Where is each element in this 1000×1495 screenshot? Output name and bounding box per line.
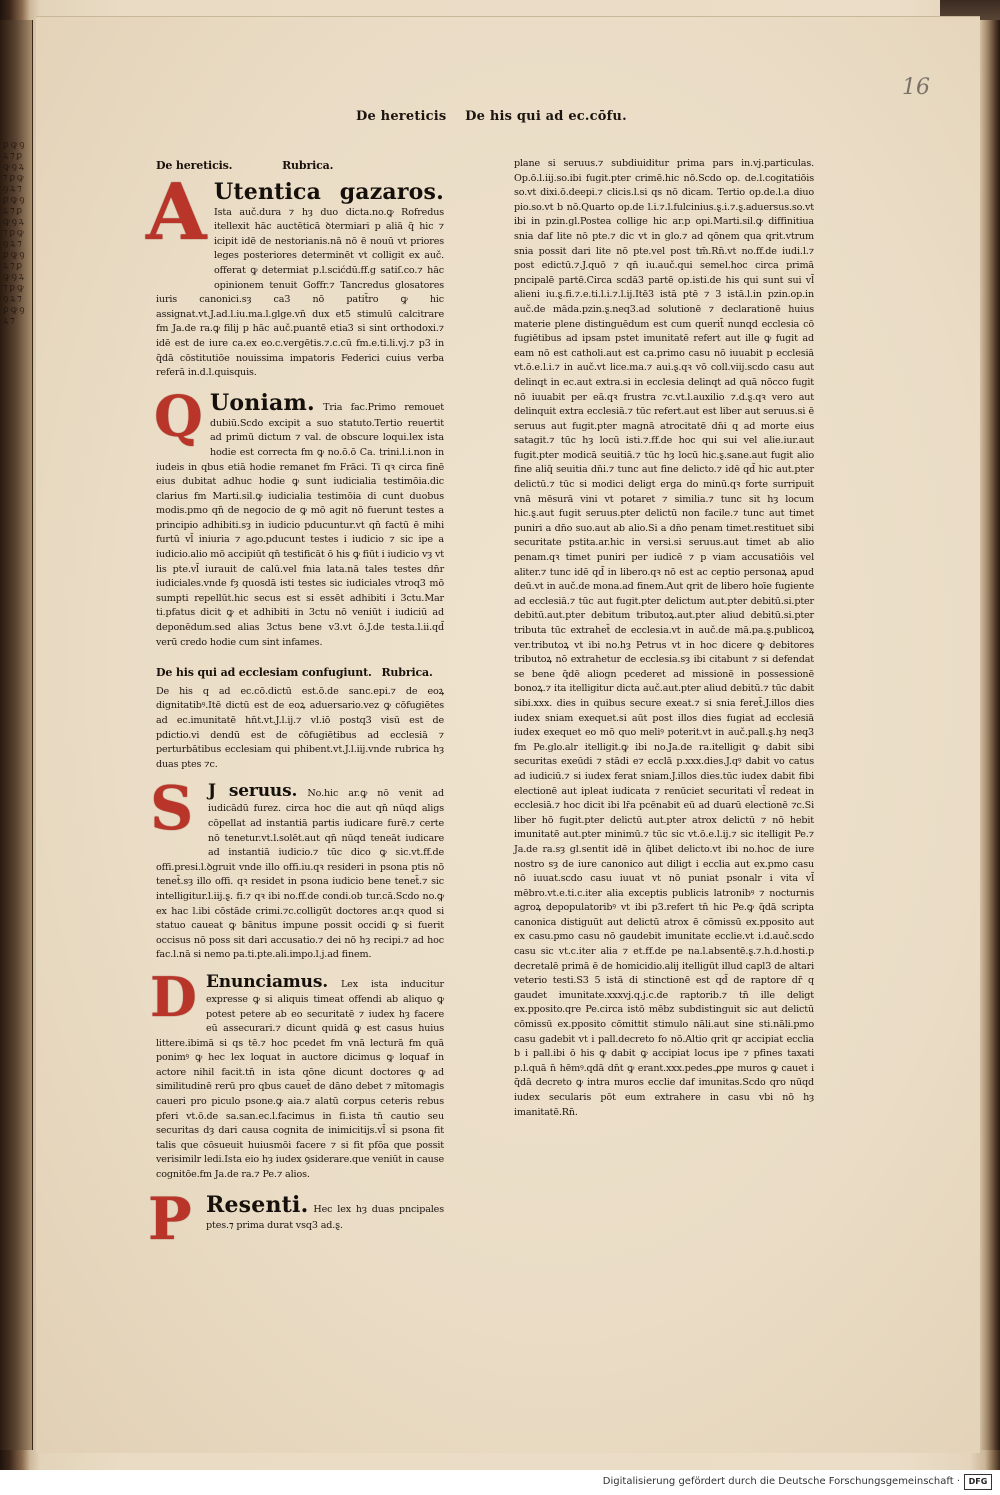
section-denunciamus [150, 964, 444, 1183]
manuscript-page [36, 16, 980, 1453]
section-heading: Enunciamus. [206, 971, 329, 992]
red-initial-a: A [146, 166, 207, 258]
right-page-edge [980, 20, 1000, 1450]
section-text: No.hic ar.ꝙ nō venit ad iudicādū furez. circa hoc die aut qn̄ nūqd aligs cōpellat ad instantiā partis iudicare furē.⁊ certe nō tenetur.vt.l.solēt.aut qn̄ nūqd teneāt iudicare ad instantiā iudicio.⁊ tūc dico ꝙ sic.vt.ff.de offi.presi.l.ꝺgruit vnde illo offi.iu.qꝛ resideri in psona ptis nō tenet̄.sȝ illo offi. qꝛ residet in psona iudicio bene tenet̄.⁊ sic intelligitur.l.iij.ȿ. fi.⁊ qꝛ ibi no.ff.de condi.ob tur.cā.Scdo no.ꝙ ex hac l.ibi cōstāde crimi.⁊c.colligūt doctores ar.qꝛ quod si statuo caueat ꝙ bānitus impune possit occidi ꝙ si fuerit occisus nō poss sit dari accusatio.⁊ dei nō hȝ recipi.⁊ ad hoc fac.l.nā si nemo pa.ti.pte.ali.impo.l.j.ad finem. [156, 788, 444, 961]
red-initial-p: P [148, 1184, 192, 1253]
section-heading: Utentica gazaros. [214, 178, 444, 205]
red-initial-s: S [150, 774, 194, 845]
section-heading: Resenti. [206, 1191, 309, 1218]
section-text: Hec lex hȝ duas pncipales ptes.⁊ prima durat vsq3 ad.ȿ. [206, 1203, 444, 1231]
section-text: Lex ista inducitur expresse ꝙ si aliquis timeat offendi ab aliquo ꝙ potest petere ab eo securitatē ⁊ iudex hȝ facere eū assecurari.⁊ dicunt quidā ꝙ est casus huius littere.ibimā si qs tē.⁊ hoc pcedet fm vnā lecturā fm quā ponimꝰ ꝙ hec lex loquat in auctore dicimus ꝙ loquaf in actore nihil facit.tn̄ in ista qōne dicunt doctores ꝙ ad similitudinē rerū pro qbus cauet̄ de dāno debet ⁊ mītomagis caueri pro piculo psone.ꝙ aia.⁊ alatū corpus ceteris rebus pferi vt.ō.de sa.san.ec.l.facimus in fi.ista tn̄ cautio seu securitas dȝ dari causa cognita de inimicitijs.vl̄ si psona fit talis que cōsueuit huiusmōi facere ⁊ si fit pfōa que possit verisimilr ledi.Ista eio hȝ iudex ꝯsiderare.que veniūt in cause cognitōe.fm Ja.de ra.⁊ Pe.⁊ alios. [156, 978, 444, 1181]
running-head-left: De hereticis [356, 109, 447, 124]
section-quoniam [154, 383, 444, 651]
rubric-title: De his qui ad ecclesiam confugiunt. [156, 666, 372, 680]
section-presenti [148, 1184, 444, 1253]
red-initial-d: D [150, 964, 197, 1029]
section-text: Tria fac.Primo remouet dubiū.Scdo excipit a suo statuto.Tertio reuertit ad primū dictum ⁊ val. de obscure loqui.lex ista hodie est correcta fm ꝙ no.ō.ō Ca. trini.l.i.non in iudeis in qbus etiā hodie remanet fm Frāci. Ti qꝛ circa finē eius dubitat adhuc hodie ꝙ sunt iudicialia testimōia.dic clarius fm Marti.sil.ꝙ iudicialia testimōia di cunt duobus modis.pmo qn̄ de negocio de ꝙ mō agit nō fuerunt testes a principio adhibiti.sȝ in iudicio pducuntur.vt qn̄ factū ē mihi furtū vl̄ iniuria ⁊ ago.pducunt testes i iudicio ⁊ sic ipe a iudicio.alio mō accipiūt qn̄ testificāt ō his ꝙ fiūt i iudicio vȝ vt lis pte.vl̄ iurauit de calū.vel fnia lata.nā tales testes dn̄r iudiciales.vnde fȝ quosdā isti testes sic iudiciales vtroq3 mō sumpti repellūt.hic secus est si essēt adhibiti i 3ctu.Mar ti.pfatus dicit ꝙ et adhibiti in 3ctu nō veniūt i iudiciū ad deponēdum.sed alias 3ctus bene v3.vt ō.J.de testa.l.ii.qd̄ verū credo hodie cum sint infames. [156, 401, 444, 648]
left-column [146, 157, 444, 1253]
section-authentica [146, 166, 444, 381]
running-head [356, 109, 641, 124]
right-column [514, 157, 814, 1120]
dfg-logo-icon: DFG [964, 1474, 992, 1490]
footer-credit: Digitalisierung gefördert durch die Deutsche Forschungsgemeinschaft · [602, 1476, 960, 1487]
red-initial-q: Q [154, 383, 203, 450]
section-text: Ista auč.dura ⁊ hȝ duo dicta.no.ꝙ Rofredus itellexit hāc auctēticā ꝺtermiari p aliā q̄ hic ⁊ icipit idē de nestorianis.nā nō ē nouū vt priores leges posteriores determinēt vt colligit ex auč. offerat ꝙ determiat p.l.scićdū.ff.g satiſ.co.⁊ hāc opinionem tenuit Goffr.⁊ Tancredus glosatores iuris canonici.sȝ ca3 nō patit̄ro ꝙ hic assignat.vt.J.ad.l.iu.ma.l.glge.vn̄ dux et5 stimulū calcitrare fm Ja.de ra.ꝙ filij p hāc auč.puantē etia3 si sint orthodoxi.⁊ idē est de iure ca.ex eo.c.vergētis.⁊.c.cū fm.e.ti.li.vj.⁊ p3 in q̄dā cōstitutiōe nouissima impatoris Federici cuius verba referā in.d.l.quisquis. [156, 206, 444, 379]
section-si-seruus [150, 774, 444, 963]
running-head-right: De his qui ad ec.cōfu. [465, 109, 627, 124]
section-heading: Uoniam. [210, 389, 315, 416]
section-heading: J seruus. [208, 781, 298, 802]
rubric-heading-2 [156, 666, 444, 681]
folio-number: 16 [902, 75, 930, 100]
section-intro: De his q ad ec.cō.dictū est.ō.de sanc.epi.⁊ de eoꝝ dignitatibꝰ.Itē dictū est de eoꝝ aduersario.vez ꝙ cōfugiētes ad ec.imunitatē hn̄t.vt.J.l.ij.⁊ vl.iō postq3 visū est de pdictio.vi dendū est de cōfugiētibus ad ecclesiā ⁊ perturbātibus ecclesiam qui phibent.vt.J.l.iij.vnde rubrica hȝ duas ptes ⁊c. [156, 685, 444, 770]
rubric-tag: Rubrica. [282, 159, 334, 172]
rubric-tag: Rubrica. [381, 666, 433, 680]
rubric-title: De hereticis. [156, 159, 233, 172]
left-page-glyphs: ꝑ ꝙ ꝯ ꝝ ⁊ ꝑ ꝙ ꝯ ꝝ ⁊ ꝑ ꝙ ꝯ ꝝ ⁊ ꝑ ꝙ ꝯ ꝝ ⁊ ꝑ ꝙ ꝯ ꝝ ⁊ ꝑ ꝙ ꝯ ꝝ ⁊ ꝑ ꝙ ꝯ ꝝ ⁊ ꝑ ꝙ ꝯ ꝝ ⁊ ꝑ ꝙ ꝯ ꝝ ⁊ ꝑ ꝙ ꝯ ꝝ ⁊ [3, 140, 24, 326]
right-column-text: plane si seruus.⁊ subdiuiditur prima pars in.vj.particulas. Op.ō.l.iij.so.ibi fugit.pter crimē.hic nō.Scdo op. de.l.cogitatiōis so.vt dixi.ō.deepi.⁊ clicis.l.si qs nō dicam. Tertio op.de.l.a diuo pio.so.vt b nō.Quarto op.de l.i.⁊.l.fulcinius.ȿ.i.⁊.ȿ.aduersus.so.vt ibi in pzin.gl.Postea collige hic ar.p opi.Marti.sil.ꝙ diffinitiua snia daf lite nō pte.⁊ dic vt in glo.⁊ ad qōnem qua qrit.vtrum snia possit dari lite nō pte.vel post tm̄.Rn̄.vt no.ff.de iudi.l.⁊ post edictū.⁊.J.quō ⁊ qn̄ iu.auč.qui semel.hoc circa primā pncipalē partē.Circa scdā3 partē op.isti.de his qui sunt sui vl̄ alieni iu.ȿ.fi.⁊.e.ti.l.i.⁊.l.ij.Itē3 istā ptē ⁊ 3 istā.l.in pzin.op.in auč.de māda.pzin.ȿ.neq3.ad solutionē ⁊ declarationē huius materie plene distinguēdum est cum querit̄ nunqd ecclesia cō fugiētibus ad ipsam pstet imunitatē refert aut ille ꝙ fugit ad eam nō est catholi.aut est ca.primo casu nō iuuabit p ecclesiā vt.ō.e.l.i.⁊ in auč.vt lice.ma.⁊ aui.ȿ.qꝛ vō coll.viij.scdo casu aut delinqt in ec.aut extra.si in ecclesia delinqt ad quā nōcco fugit nō iuuabit per eā.qꝛ frustra ⁊c.vt.l.auxilio ⁊.d.ȿ.qꝛ vero aut delinquit extra ecclesiā.⁊ tūc refert.aut est liber aut seruus.si ē seruus aut fugit.pter magnā atrocitatē dn̄i q ad morte eius satagit.⁊ tūc hȝ locū isti.⁊.ff.de hoc qui sui vel alie.iur.aut fugit.pter modicā seuitiā.⁊ tūc hȝ locū hic.ȿ.sane.aut fugit alio fine aliq̄ seuitia dn̄i.⁊ tunc aut fine delicto.⁊ idē qd̄ hic aut.pter delictū.⁊ tūc si modici deligt erga do minū.qꝛ forte surripuit vnā mēsurā vini vt potaret ⁊ similia.⁊ tunc sit hȝ locum hic.ȿ.aut fugit seruus.pter delictū non facile.⁊ tunc aut timet puniri a dn̄o suo.aut ab alio.Si a dn̄o penam timet.restituet sibi securitate pstita.ar.hic in versi.si seruus.aut timet ab alio penam.qꝛ timet puniri per iudicē ⁊ p viam accusatiōis vel aliter.⁊ tunc idē qd̄ in libero.qꝛ nō est ac ceptio personaꝝ apud deū.vt in auč.de mona.ad finem.Aut qrit de libero hoīe fugiente ad ecclesiā.⁊ tūc aut fugit.pter delictum aut.pter debitū.si.pter debitū.aut.pter debitum tributoꝝ.aut.pter aliud debitū.si.pter tributa tūc extrahet̄ de ecclesia.vt in auč.de mā.pa.ȿ.publicoꝝ ver.tributoꝝ vt ibi no.hȝ Petrus vt in hoc dicere ꝙ debitores tributoꝝ nō extrahetur de ecclesia.sȝ ibi citabunt ⁊ si defendat se bene q̄dē aliogn pcederet ad missionē in possessionē bonoꝝ.⁊ ita itelligitur dicta auč.aut.pter aliud debitū.⁊ tūc dabit sibi.xxx. dies in quibus secure exeat.⁊ si snia feret̄.J.illos dies iudex sniam exequet.si aūt post illos dies fugiat ad ecclesiā iudex exequet eo mō quo meliꝰ poterit.vt in auč.pall.ȿ.hȝ neq3 fm Pe.glo.alr itelligit.ꝙ ibi no.Ja.de ra.itelligit ꝙ dabit sibi securitas exeūdi ⁊ stādi e⁊ ecclā p.xxx.dies.J.qꝰ dabit vo catus ad iudiciū.⁊ si iudex ferat sniam.J.illos dies.tūc iudex dabit fibi electionē aut ipleat iudicata ⁊ renūciet securitati vl̄ redeat in ecclesiā.⁊ hoc dicit ibi lr̄a pcēnabit eū ad duarū electionē ⁊c.Si liber hō fugit.pter delictū aut.pter atrox delictū ⁊ nō hebit imunitatē aut.pter minimū.⁊ tūc sic vt.ō.e.l.ij.⁊ sic itelligit Pe.⁊ Ja.de ra.sȝ gl.sentit idē in q̄libet delicto.vt ibi no.hoc de iure nostro sȝ de iure canonico aut diligt i ecclia aut ex.pmo casu nō iuuat.scdo casu iuuat vt nō puniat psonalr i vita vl̄ mēbro.vt.e.ti.c.iter alia exceptis publicis latronibꝰ ⁊ nocturnis agroꝝ depopulatoribꝰ vt ibi p3.refert tn̄ hic Pe.ꝙ q̄dā scripta canonica distiguūt aut delictū atrox ē cōmissū ex.pposito aut ex casu.pmo casu nō gaudebit imunitate ecclie.vt i.d.auč.scdo casu sic vt.c.iter alia ⁊ et.ff.de pe na.l.absentē.ȿ.⁊.h.d.hosti.p decretalē primā ē de homicidio.alij itelligūt illud capl3 de altari veterio testi.S3 5 istā di stinctionē est qd̄ de raptore dr̄ q gaudet imunitate.xxxvj.q.j.c.de raptorib.⁊ tn̄ ille deligt ex.pposito.qre Pe.circa istō mēbz subdistinguit sic aut delictū cōmissū ex.pposito cōmittit stimulo nāli.aut sine sti.nāli.pmo casu gadebit vt i pall.decreto fo nō.Altio qrit qr accipiat ecclia b i pall.ibi ō his ꝙ dabit ꝙ accipiat locus ipe ⁊ pfines taxati p.l.quā n̄ hēmꝰ.qdā dn̄t ꝙ erant.xxx.pedes.ꝓpe muros ꝙ cauet i q̄dā decreto ꝙ intra muros ecclie daf imunitas.Scdo qro nūqd iudex secularis pōt eum extrahere in casu vbi nō hȝ imanitatē.Rn̄. [514, 158, 814, 1118]
left-page-edge [0, 20, 33, 1450]
